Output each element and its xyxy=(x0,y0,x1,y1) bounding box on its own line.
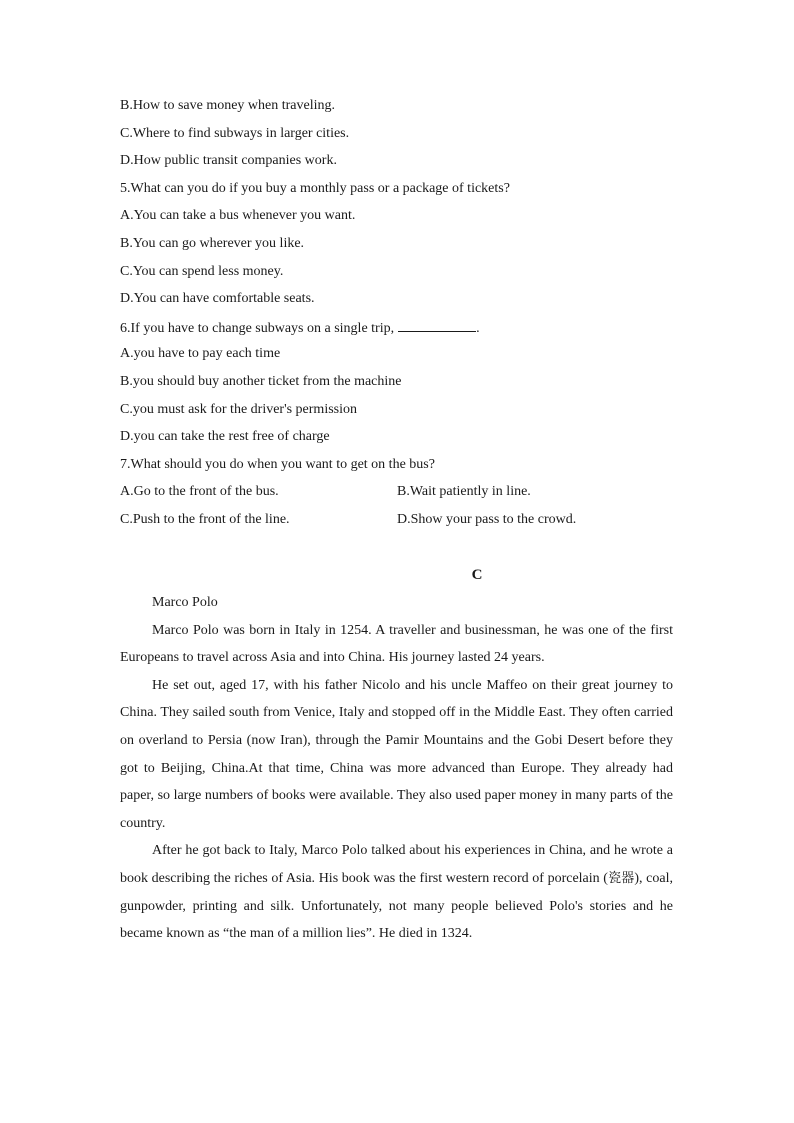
paragraph-3-start: After he got back to Italy, Marco Polo talked about his experiences in China, and he wrote a book describing the riches of Asia. His book was the first western record of porcelain ( xyxy=(120,843,673,886)
q4-option-d: D.How public transit companies work. xyxy=(120,153,337,168)
q6-answer-blank xyxy=(398,317,476,332)
q6-option-d: D.you can take the rest free of charge xyxy=(120,429,330,444)
q7-option-a: A.Go to the front of the bus. xyxy=(120,484,279,499)
q5-option-b: B.You can go wherever you like. xyxy=(120,236,305,251)
q4-option-b: B.How to save money when traveling. xyxy=(120,98,336,113)
q7-option-d: D.Show your pass to the crowd. xyxy=(397,512,577,527)
passage-title: Marco Polo xyxy=(152,595,218,610)
q7-option-b: B.Wait patiently in line. xyxy=(397,484,531,499)
q5-stem: 5.What can you do if you buy a monthly pass or a package of tickets? xyxy=(120,181,510,196)
paragraph-3-end: ), coal, gunpowder, printing and silk. Unfortunately, not many people believed Polo's stories and he became known as “the man of a million lies”. He died in 1324. xyxy=(120,870,673,942)
porcelain-chinese-gloss: 瓷器 xyxy=(607,870,635,886)
passage-paragraph-1: Marco Polo was born in Italy in 1254. A traveller and businessman, he was one of the first Europeans to travel across Asia and into China. His journey lasted 24 years. xyxy=(120,622,673,666)
passage xyxy=(120,589,673,948)
q6-option-b: B.you should buy another ticket from the machine xyxy=(120,374,402,389)
section-label: C xyxy=(471,567,483,583)
q6-stem-end: . xyxy=(476,321,480,336)
q5-option-d: D.You can have comfortable seats. xyxy=(120,291,315,306)
q4-option-c: C.Where to find subways in larger cities. xyxy=(120,126,350,141)
q7-option-c: C.Push to the front of the line. xyxy=(120,512,290,527)
q6-option-c: C.you must ask for the driver's permission xyxy=(120,402,357,417)
q5-option-c: C.You can spend less money. xyxy=(120,264,284,279)
q6-stem: 6.If you have to change subways on a single trip, xyxy=(120,321,395,336)
q6-stem-line xyxy=(120,317,480,339)
q5-option-a: A.You can take a bus whenever you want. xyxy=(120,208,356,223)
passage-paragraph-3 xyxy=(120,837,673,947)
q7-stem: 7.What should you do when you want to get on the bus? xyxy=(120,457,435,472)
passage-paragraph-2: He set out, aged 17, with his father Nicolo and his uncle Maffeo on their great journey to China. They sailed south from Venice, Italy and stopped off in the Middle East. They often carried on overland to Persia (now Iran), through the Pamir Mountains and the Gobi Desert before they got to Beijing, China.At that time, China was more advanced than Europe. They already had paper, so large numbers of books were available. They also used paper money in many parts of the country. xyxy=(120,677,673,831)
q6-option-a: A.you have to pay each time xyxy=(120,346,281,361)
